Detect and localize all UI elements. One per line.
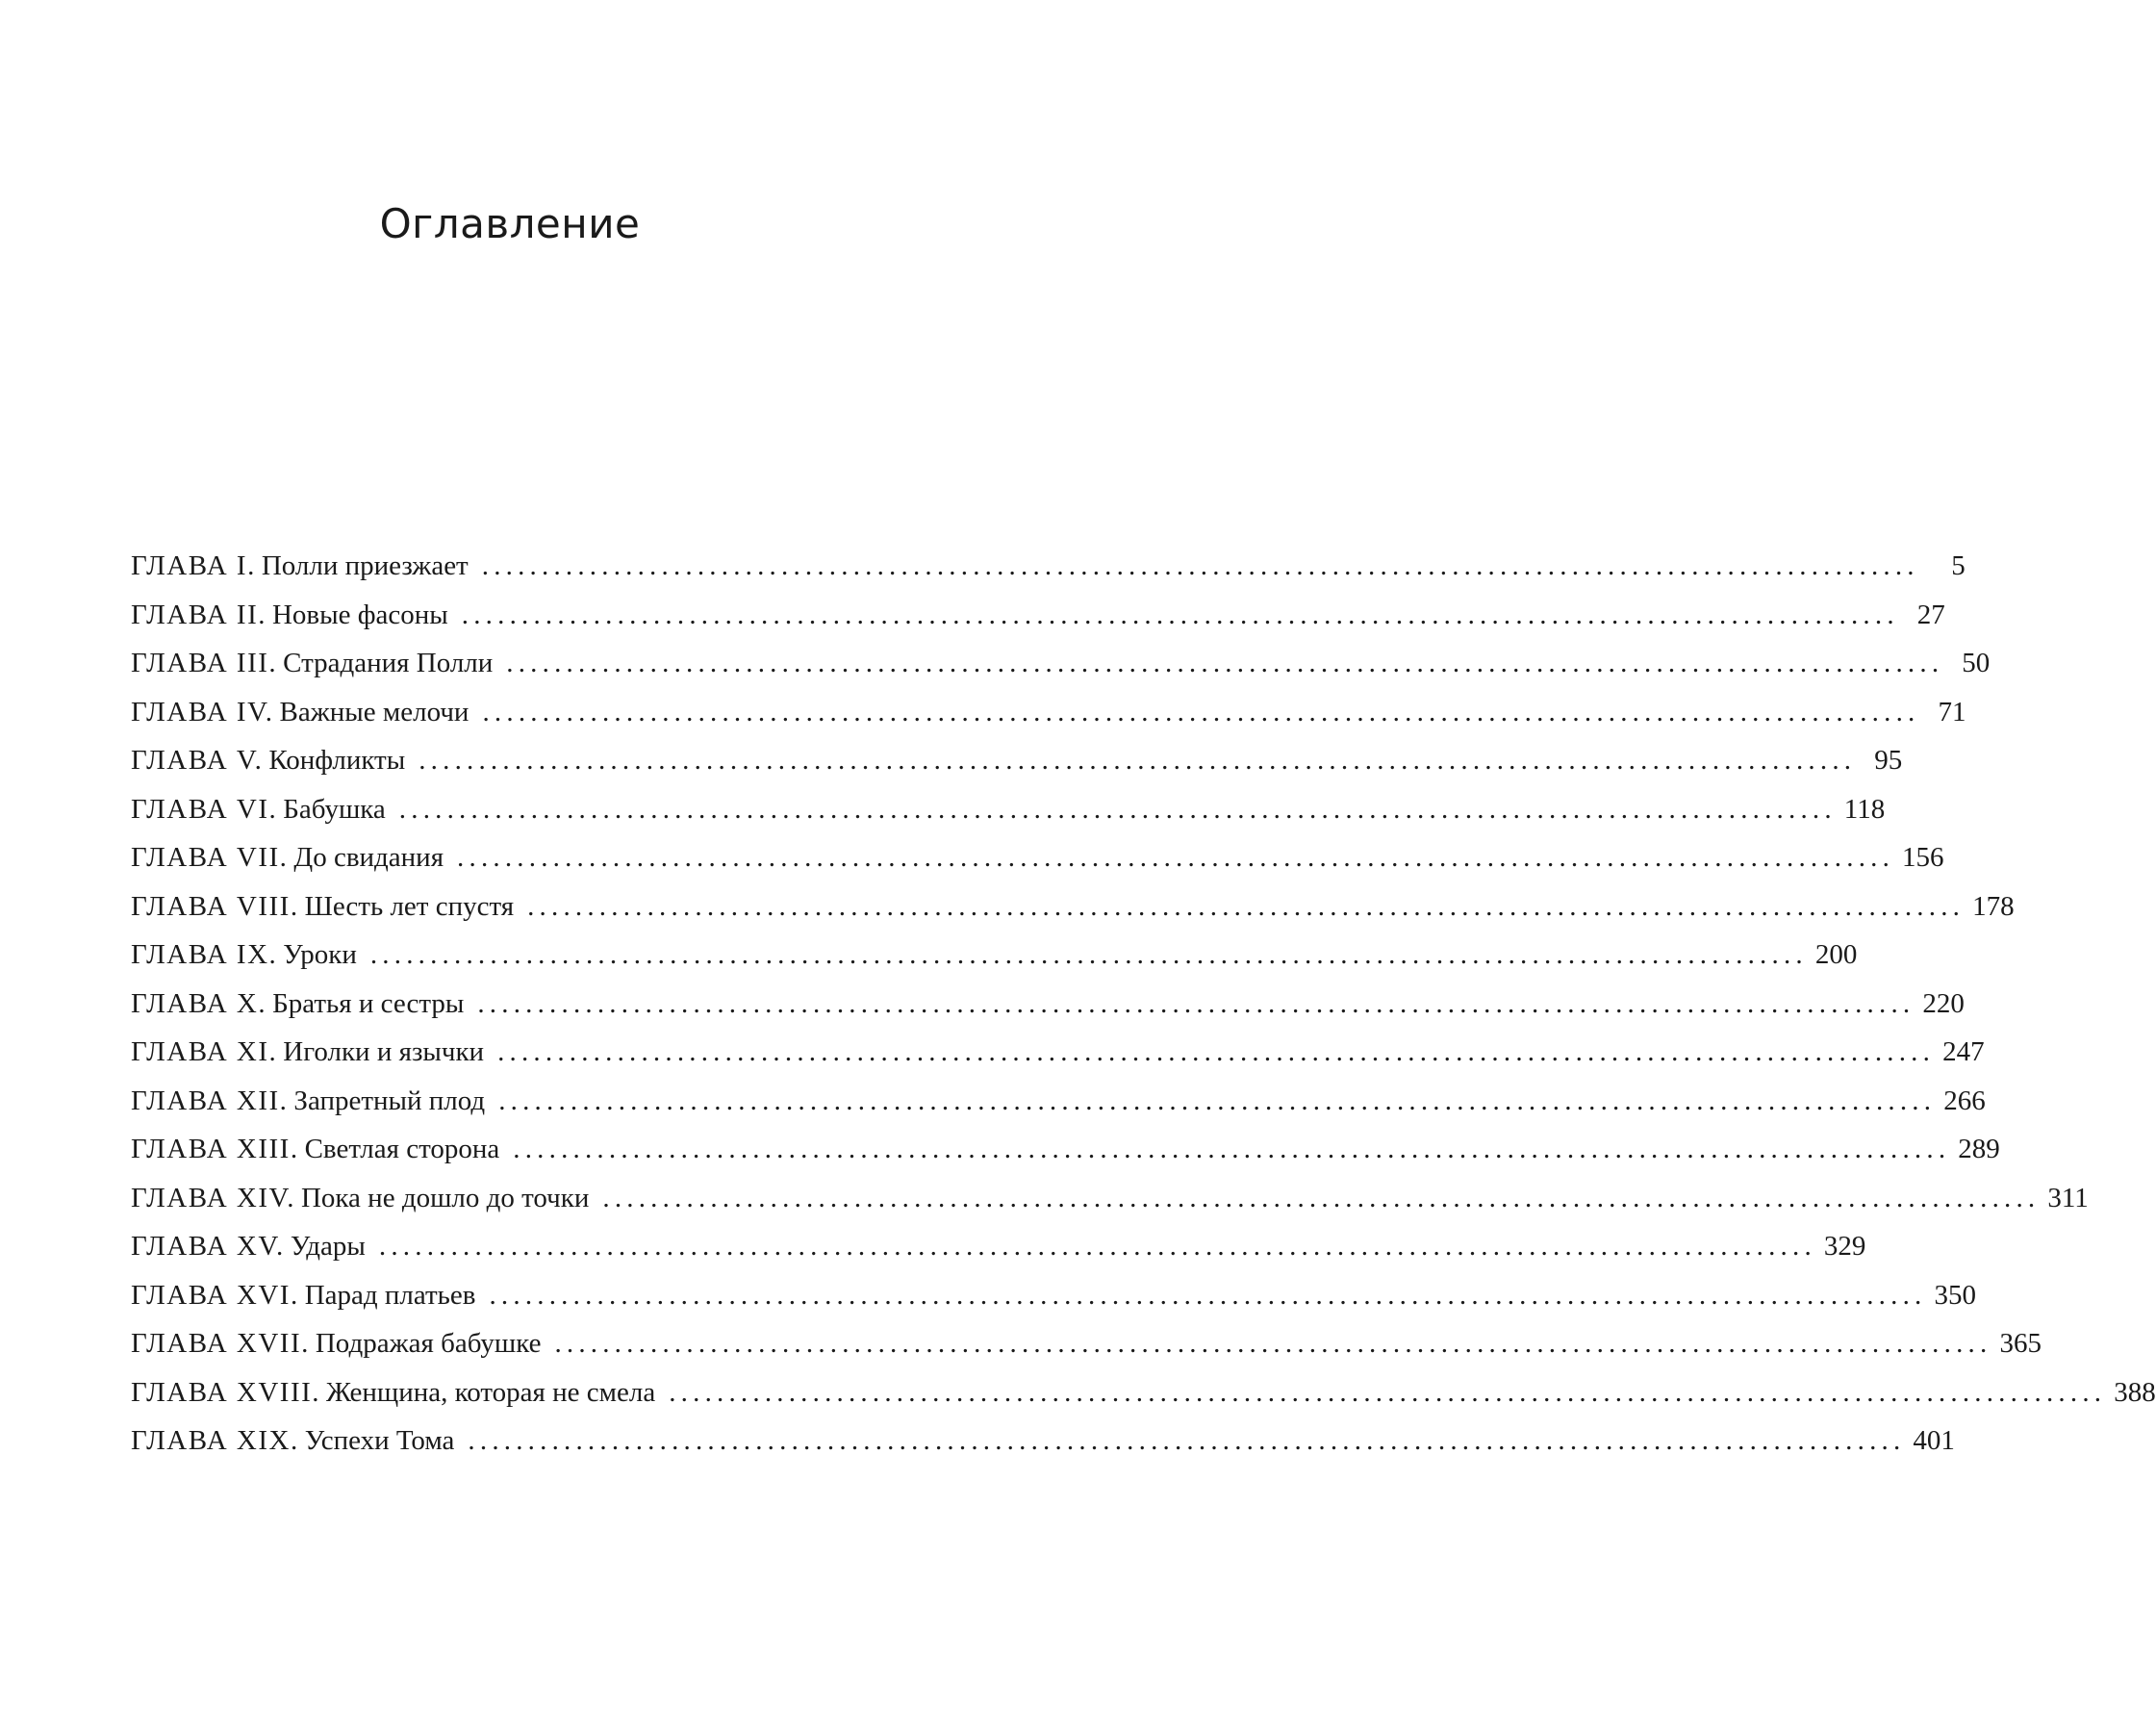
toc-entry[interactable] [131, 688, 1966, 737]
dot-leader: ........................................................................................................................ [398, 793, 1837, 825]
chapter-number: ГЛАВА XIX. [131, 1425, 299, 1456]
toc-entry[interactable] [131, 980, 1965, 1029]
page-number: 50 [1962, 648, 1991, 678]
dot-leader: ........................................................................................................................ [669, 1376, 2107, 1408]
chapter-heading [131, 542, 469, 591]
dot-leader: ........................................................................................................................ [506, 648, 1944, 678]
dot-leader: ........................................................................................................................ [468, 1425, 1906, 1456]
chapter-number: ГЛАВА IX. [131, 939, 278, 970]
page-number: 71 [1938, 696, 1966, 727]
page-number: 329 [1823, 1231, 1866, 1262]
dot-leader: ........................................................................................................................ [461, 599, 1899, 630]
dot-leader: ........................................................................................................................ [481, 550, 1919, 581]
chapter-number: ГЛАВА VI. [131, 793, 278, 825]
page-number: 401 [1913, 1425, 1955, 1456]
toc-entry[interactable] [131, 931, 1858, 980]
chapter-title: Новые фасоны [271, 599, 448, 630]
page-number: 27 [1916, 599, 1945, 630]
chapter-title: Страдания Полли [283, 648, 494, 678]
chapter-title: Полли приезжает [261, 550, 469, 581]
chapter-title: Пока не дошло до точки [300, 1182, 590, 1213]
chapter-title: Важные мелочи [279, 696, 469, 727]
chapter-heading [131, 1368, 655, 1417]
toc-entry[interactable] [131, 542, 1966, 591]
chapter-heading [131, 688, 469, 737]
chapter-number: ГЛАВА V. [131, 745, 264, 776]
page-number: 95 [1874, 745, 1903, 776]
chapter-number: ГЛАВА XI. [131, 1036, 278, 1067]
chapter-heading [131, 980, 464, 1029]
toc-entry[interactable] [131, 591, 1945, 640]
dot-leader: ........................................................................................................................ [482, 696, 1920, 727]
chapter-heading [131, 833, 444, 882]
page-number: 156 [1902, 842, 1944, 873]
dot-leader: ........................................................................................................................ [602, 1182, 2041, 1213]
chapter-title: До свидания [293, 842, 444, 873]
page-number: 247 [1942, 1036, 1985, 1067]
toc-entry[interactable] [131, 1368, 2156, 1417]
dot-leader: ........................................................................................................................ [513, 1134, 1951, 1164]
dot-leader: ........................................................................................................................ [554, 1328, 1992, 1359]
chapter-heading [131, 1077, 485, 1126]
chapter-number: ГЛАВА XVII. [131, 1328, 310, 1359]
chapter-title: Бабушка [283, 793, 386, 825]
chapter-number: ГЛАВА XV. [131, 1231, 285, 1262]
chapter-number: ГЛАВА XVIII. [131, 1376, 321, 1408]
dot-leader: ........................................................................................................................ [378, 1231, 1816, 1262]
dot-leader: ........................................................................................................................ [457, 842, 1895, 873]
toc-entry[interactable] [131, 1174, 2089, 1223]
chapter-number: ГЛАВА XII. [131, 1085, 289, 1116]
page-number: 289 [1958, 1134, 2000, 1164]
page-number: 350 [1934, 1279, 1976, 1311]
page-number: 178 [1972, 890, 2015, 922]
chapter-heading [131, 1319, 541, 1368]
chapter-heading [131, 882, 514, 932]
page-number: 311 [2047, 1182, 2089, 1213]
toc-entry[interactable] [131, 882, 2015, 932]
chapter-number: ГЛАВА XIV. [131, 1182, 295, 1213]
page-number: 388 [2114, 1376, 2156, 1408]
chapter-number: ГЛАВА X. [131, 987, 267, 1019]
chapter-title: Братья и сестры [272, 987, 465, 1019]
dot-leader: ........................................................................................................................ [497, 1036, 1936, 1067]
toc-entry[interactable] [131, 1319, 2042, 1368]
page-number: 220 [1922, 987, 1965, 1019]
toc-entry[interactable] [131, 736, 1903, 785]
chapter-number: ГЛАВА VIII. [131, 890, 299, 922]
chapter-heading [131, 639, 493, 688]
toc-entry[interactable] [131, 1028, 1985, 1077]
toc-entry[interactable] [131, 1125, 2000, 1174]
dot-leader: ........................................................................................................................ [527, 890, 1966, 922]
toc-entry[interactable] [131, 785, 1886, 834]
chapter-number: ГЛАВА VII. [131, 842, 289, 873]
chapter-title: Подражая бабушке [315, 1328, 542, 1359]
chapter-heading [131, 1174, 589, 1223]
chapter-heading [131, 785, 386, 834]
chapter-title: Уроки [283, 939, 357, 970]
table-of-contents [131, 542, 2156, 1466]
page-number: 5 [1951, 550, 1966, 581]
chapter-heading [131, 1028, 484, 1077]
chapter-heading [131, 736, 405, 785]
page-number: 266 [1943, 1085, 1986, 1116]
chapter-heading [131, 1416, 454, 1466]
chapter-heading [131, 1271, 475, 1320]
chapter-title: Конфликты [268, 745, 406, 776]
chapter-heading [131, 1222, 366, 1271]
chapter-number: ГЛАВА II. [131, 599, 266, 630]
chapter-title: Светлая сторона [304, 1134, 500, 1164]
chapter-title: Женщина, которая не смела [326, 1376, 656, 1408]
chapter-number: ГЛАВА IV. [131, 696, 274, 727]
chapter-number: ГЛАВА I. [131, 550, 256, 581]
chapter-title: Иголки и язычки [283, 1036, 485, 1067]
toc-entry[interactable] [131, 1077, 1986, 1126]
chapter-title: Запретный плод [293, 1085, 486, 1116]
dot-leader: ........................................................................................................................ [419, 745, 1857, 776]
toc-entry[interactable] [131, 1416, 1955, 1466]
chapter-heading [131, 1125, 499, 1174]
dot-leader: ........................................................................................................................ [477, 987, 1915, 1019]
chapter-title: Удары [290, 1231, 366, 1262]
chapter-heading [131, 931, 357, 980]
chapter-number: ГЛАВА III. [131, 648, 278, 678]
page-number: 118 [1843, 793, 1886, 825]
dot-leader: ........................................................................................................................ [369, 939, 1808, 970]
toc-entry[interactable] [131, 639, 1991, 688]
toc-entry[interactable] [131, 1222, 1866, 1271]
dot-leader: ........................................................................................................................ [498, 1085, 1937, 1116]
dot-leader: ........................................................................................................................ [489, 1279, 1927, 1311]
chapter-title: Шесть лет спустя [304, 890, 515, 922]
chapter-number: ГЛАВА XIII. [131, 1134, 299, 1164]
page-number: 365 [1999, 1328, 2042, 1359]
chapter-number: ГЛАВА XVI. [131, 1279, 299, 1311]
toc-entry[interactable] [131, 1271, 1976, 1320]
chapter-title: Парад платьев [304, 1279, 476, 1311]
chapter-heading [131, 591, 448, 640]
page-number: 200 [1814, 939, 1858, 970]
chapter-title: Успехи Тома [304, 1425, 455, 1456]
toc-entry[interactable] [131, 833, 1944, 882]
page-title: Оглавление [379, 200, 641, 247]
